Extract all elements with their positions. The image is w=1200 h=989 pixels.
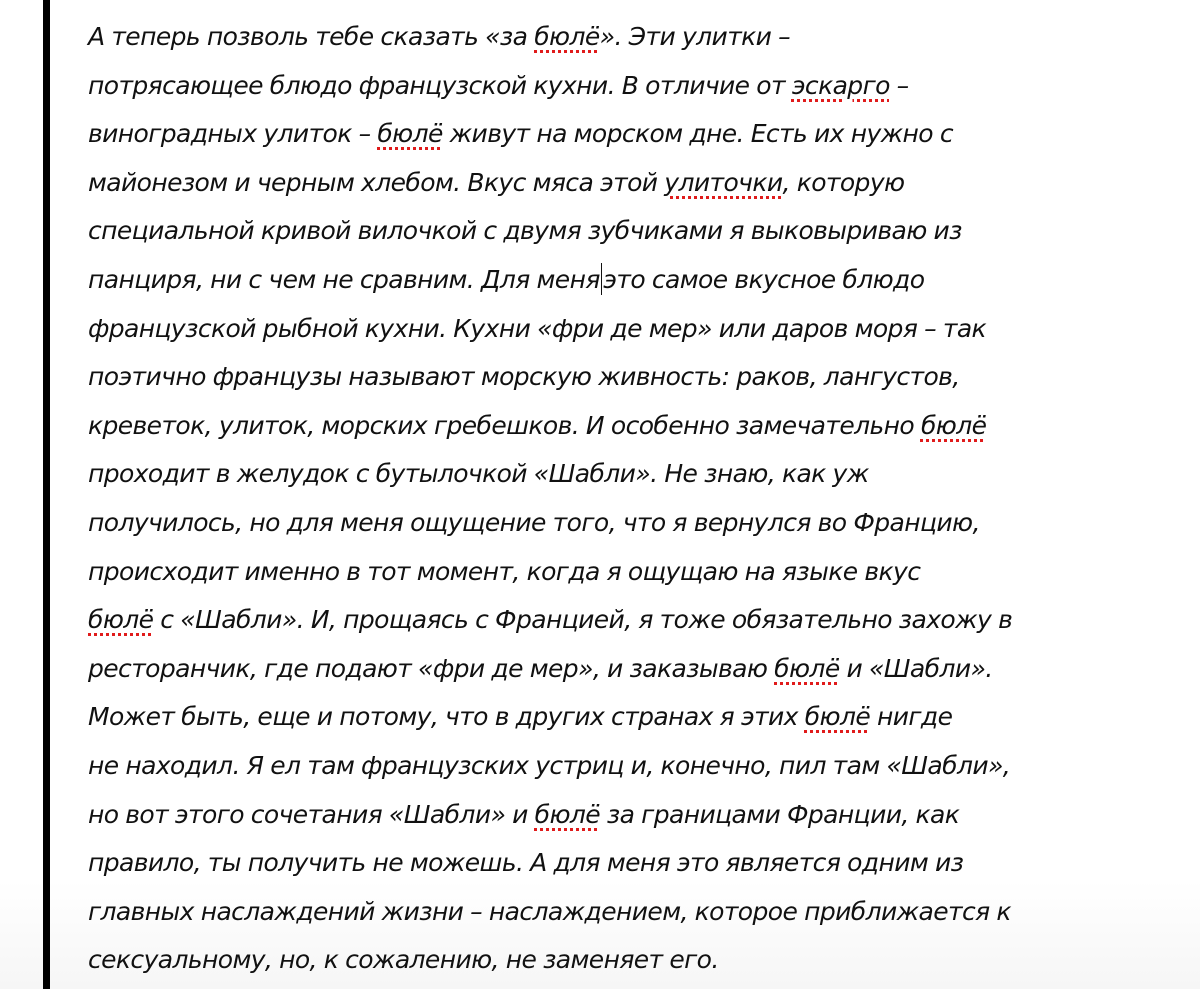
text-line [88,402,1188,451]
misspelled-word[interactable]: улиточки [664,167,783,197]
text-line [88,888,1188,937]
text-segment: живут на морском дне. Есть их нужно с [442,119,953,149]
text-line [88,499,1188,548]
misspelled-word[interactable]: эскарго [791,70,890,100]
text-line [88,936,1188,985]
text-segment: майонезом и черным хлебом. Вкус мяса этой [88,167,665,197]
text-line [88,645,1188,694]
text-segment: сексуальному, но, к сожалению, не заменяет его. [88,945,719,975]
text-segment: поэтично французы называют морскую живность: раков, лангустов, [88,362,960,392]
text-segment: Может быть, еще и потому, что в других странах я этих [88,702,805,732]
text-segment: ». Эти улитки – [599,22,791,51]
text-segment: но вот этого сочетания «Шабли» и [88,799,535,829]
text-segment: французской рыбной кухни. Кухни «фри де мер» или даров моря – так [88,313,987,343]
text-line [88,159,1188,208]
text-line [88,548,1188,597]
text-line [88,207,1188,256]
text-body[interactable] [88,13,1188,985]
text-segment: ресторанчик, где подают «фри де мер», и заказываю [88,653,775,683]
text-line [88,110,1188,159]
text-segment: , которую [782,167,905,197]
text-segment: и «Шабли». [839,653,993,683]
misspelled-word[interactable]: бюлё [534,22,600,51]
text-line [88,839,1188,888]
text-line [88,62,1188,111]
text-segment: получилось, но для меня ощущение того, что я вернулся во Францию, [88,507,980,537]
text-segment: с «Шабли». И, прощаясь с Францией, я тоже обязательно захожу в [153,605,1013,635]
left-margin-rule [43,0,50,989]
misspelled-word[interactable]: бюлё [804,702,871,732]
text-segment: А теперь позволь тебе сказать «за [88,22,535,51]
text-segment: происходит именно в тот момент, когда я ощущаю на языке вкус [88,556,921,586]
text-segment: за границами Франции, как [600,799,960,829]
text-line [88,256,1188,305]
text-segment: правило, ты получить не можешь. А для меня это является одним из [88,848,964,878]
text-line [88,596,1188,645]
text-segment: проходит в желудок с бутылочкой «Шабли». Не знаю, как уж [88,459,869,489]
text-segment: главных наслаждений жизни – наслаждением, которое приближается к [88,896,1011,926]
text-segment: не находил. Я ел там французских устриц и, конечно, пил там «Шабли», [88,750,1011,780]
text-segment: нигде [870,702,953,732]
text-line [88,742,1188,791]
text-line [88,13,1188,62]
text-line [88,791,1188,840]
text-segment: это самое вкусное блюдо [603,264,925,294]
text-segment: потрясающее блюдо французской кухни. В отличие от [88,70,792,100]
misspelled-word[interactable]: бюлё [377,119,443,149]
text-line [88,353,1188,402]
text-segment: панциря, ни с чем не сравним. Для меня [88,264,600,294]
text-line [88,693,1188,742]
misspelled-word[interactable]: бюлё [774,653,840,683]
text-segment: специальной кривой вилочкой с двумя зубчиками я выковыриваю из [88,216,962,246]
text-segment: виноградных улиток – [88,119,378,149]
misspelled-word[interactable]: бюлё [534,799,601,829]
text-segment: – [889,70,909,100]
text-segment: креветок, улиток, морских гребешков. И особенно замечательно [88,410,921,440]
misspelled-word[interactable]: бюлё [88,605,154,635]
text-line [88,450,1188,499]
text-line [88,305,1188,354]
misspelled-word[interactable]: бюлё [920,410,987,440]
